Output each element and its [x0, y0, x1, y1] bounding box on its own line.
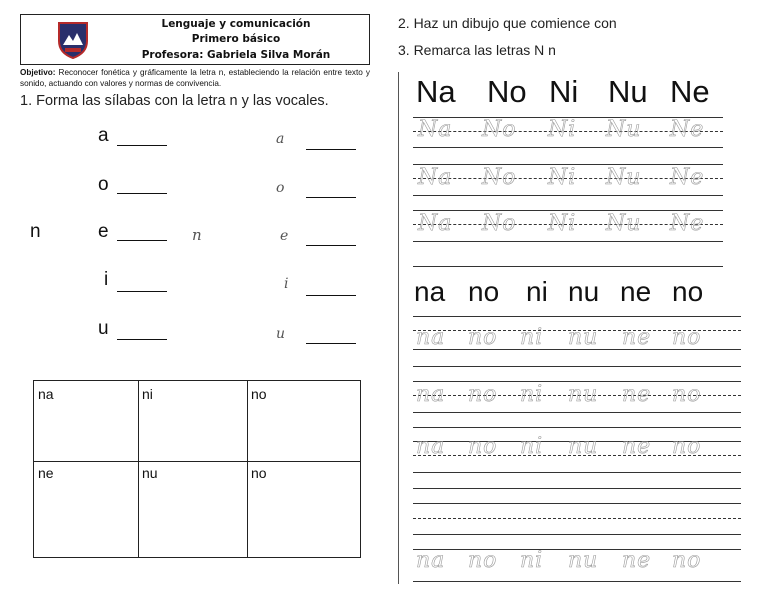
answer-blank[interactable] [117, 240, 167, 241]
upper-syllable: Na [416, 74, 456, 109]
guide-line [413, 241, 723, 242]
vowel-cursive: o [276, 180, 285, 196]
trace-syllable[interactable]: No [482, 165, 517, 190]
trace-syllable[interactable]: nu [568, 382, 599, 407]
trace-syllable[interactable]: Ni [548, 117, 577, 142]
trace-syllable[interactable]: Nu [606, 165, 642, 190]
trace-syllable[interactable]: Na [418, 165, 453, 190]
trace-syllable[interactable]: no [468, 382, 498, 407]
trace-syllable[interactable]: ne [622, 382, 652, 407]
trace-syllable[interactable]: ni [520, 548, 544, 573]
school-crest-icon [57, 21, 89, 59]
trace-syllable[interactable]: Ni [548, 211, 577, 236]
consonant-n: n [30, 221, 41, 242]
guide-line [413, 147, 723, 148]
guide-line [413, 195, 723, 196]
trace-syllable[interactable]: no [672, 434, 702, 459]
syllable-table [33, 380, 361, 558]
lower-syllable: ne [620, 276, 652, 307]
trace-syllable[interactable]: Ne [670, 117, 705, 142]
trace-syllable[interactable]: nu [568, 434, 599, 459]
vowel-cursive: i [284, 276, 289, 292]
guide-line [413, 427, 741, 428]
answer-blank[interactable] [306, 295, 356, 296]
table-cell[interactable]: nu [142, 465, 158, 481]
trace-syllable[interactable]: no [672, 325, 702, 350]
consonant-n-cursive: n [192, 226, 202, 244]
table-divider [34, 461, 360, 462]
guide-line [413, 503, 741, 504]
guide-line [413, 366, 741, 367]
lower-syllable: no [468, 276, 500, 307]
guide-line [413, 266, 723, 267]
trace-syllable[interactable]: no [672, 382, 702, 407]
column-divider [398, 72, 399, 584]
trace-syllable[interactable]: no [468, 325, 498, 350]
guide-line [413, 472, 741, 473]
trace-syllable[interactable]: no [672, 548, 702, 573]
grade-title: Primero básico [191, 33, 281, 45]
trace-syllable[interactable]: No [482, 211, 517, 236]
table-cell[interactable]: ne [38, 465, 54, 481]
lower-syllable: na [414, 276, 446, 307]
trace-syllable[interactable]: Ne [670, 165, 705, 190]
trace-syllable[interactable]: nu [568, 325, 599, 350]
exercise-2-title: 2. Haz un dibujo que comience con [398, 15, 617, 31]
vowel-print: o [98, 174, 109, 195]
upper-syllable: Ne [670, 74, 710, 109]
answer-blank[interactable] [306, 245, 356, 246]
guide-line [413, 488, 741, 489]
vowel-print: u [98, 318, 109, 339]
trace-syllable[interactable]: na [416, 548, 446, 573]
table-cell[interactable]: no [251, 386, 267, 402]
vowel-cursive: a [276, 131, 285, 147]
trace-syllable[interactable]: ni [520, 382, 544, 407]
trace-syllable[interactable]: ne [622, 434, 652, 459]
trace-syllable[interactable]: na [416, 382, 446, 407]
trace-syllable[interactable]: Nu [606, 117, 642, 142]
guide-line [413, 316, 741, 317]
answer-blank[interactable] [117, 193, 167, 194]
trace-syllable[interactable]: Na [418, 211, 453, 236]
trace-syllable[interactable]: Na [418, 117, 453, 142]
teacher-title: Profesora: Gabriela Silva Morán [141, 49, 331, 61]
table-cell[interactable]: na [38, 386, 54, 402]
trace-syllable[interactable]: nu [568, 548, 599, 573]
objective-text: Reconocer fonética y gráficamente la letra n, estableciendo la relación entre texto y sonido, actuando con valores y normas de convivencia. [20, 68, 370, 88]
lower-syllable: nu [568, 276, 600, 307]
answer-blank[interactable] [306, 343, 356, 344]
guide-line [413, 534, 741, 535]
trace-syllable[interactable]: ne [622, 325, 652, 350]
trace-syllable[interactable]: Ne [670, 211, 705, 236]
vowel-print: i [104, 269, 109, 290]
vowel-print: a [98, 125, 109, 146]
objective [20, 67, 370, 89]
answer-blank[interactable] [117, 339, 167, 340]
objective-label: Objetivo: [20, 68, 56, 77]
answer-blank[interactable] [306, 197, 356, 198]
vowel-cursive: u [276, 326, 286, 342]
trace-syllable[interactable]: ne [622, 548, 652, 573]
table-divider [138, 381, 139, 557]
vowel-print: e [98, 221, 109, 242]
upper-syllable: Ni [549, 74, 579, 109]
upper-syllable: No [487, 74, 527, 109]
table-divider [247, 381, 248, 557]
guide-line [413, 518, 741, 519]
guide-line [413, 581, 741, 582]
lower-syllable: no [672, 276, 704, 307]
vowel-cursive: e [280, 228, 289, 244]
trace-syllable[interactable]: na [416, 434, 446, 459]
trace-syllable[interactable]: No [482, 117, 517, 142]
trace-syllable[interactable]: ni [520, 325, 544, 350]
trace-syllable[interactable]: Ni [548, 165, 577, 190]
guide-line [413, 412, 741, 413]
header-box [20, 14, 370, 65]
trace-syllable[interactable]: na [416, 325, 446, 350]
trace-syllable[interactable]: Nu [606, 211, 642, 236]
exercise-1-title: 1. Forma las sílabas con la letra n y las vocales. [20, 93, 329, 109]
answer-blank[interactable] [306, 149, 356, 150]
exercise-3-title: 3. Remarca las letras N n [398, 42, 556, 58]
trace-syllable[interactable]: no [468, 548, 498, 573]
answer-blank[interactable] [117, 145, 167, 146]
answer-blank[interactable] [117, 291, 167, 292]
trace-syllable[interactable]: no [468, 434, 498, 459]
upper-syllable: Nu [608, 74, 648, 109]
trace-syllable[interactable]: ni [520, 434, 544, 459]
table-cell[interactable]: ni [142, 386, 153, 402]
lower-syllable: ni [526, 276, 548, 307]
subject-title: Lenguaje y comunicación [161, 18, 311, 30]
table-cell[interactable]: no [251, 465, 267, 481]
